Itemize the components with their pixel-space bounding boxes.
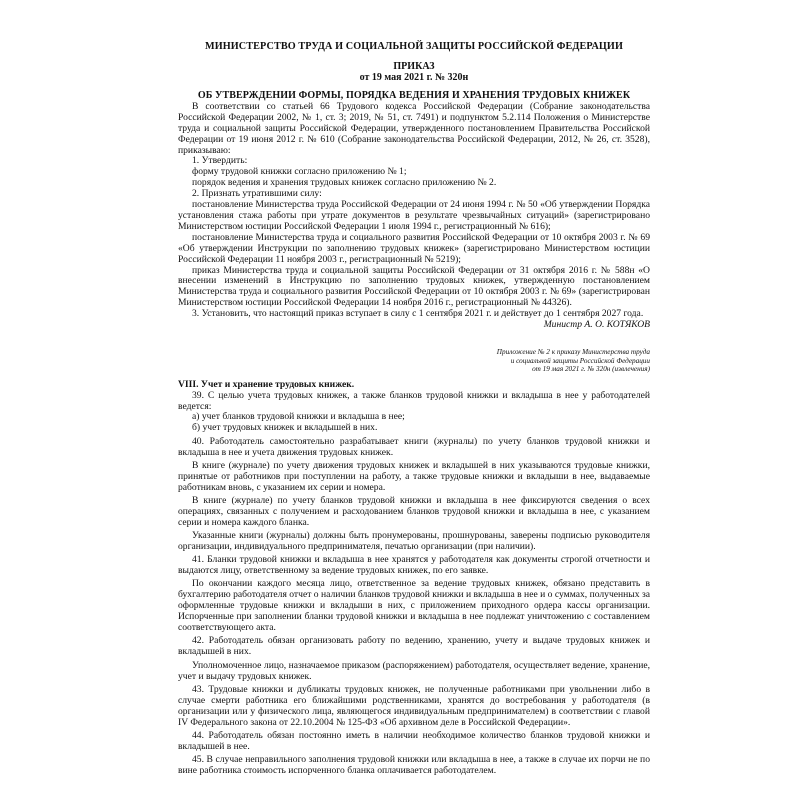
- appendix-note: [178, 348, 650, 374]
- order-item-1: 1. Утвердить:: [192, 155, 248, 167]
- order-preamble: В соответствии со статьей 66 Трудового кодекса Российской Федерации (Собрание законодательства Российской Федерации 2002, № 1, ст. 3; 2019, № 51, ст. 7491) и подпунктом 5.2.114 Положения о Министерстве труда и социальной защиты Российской Федерации, утвержденного постановлением Правительства Российской Федерации от 19 июня 2012 г. № 610 (Собрание законодательства Российской Федерации, 2012, № 26, ст. 3528), приказываю:: [178, 100, 650, 156]
- order-item-1b: порядок ведения и хранения трудовых книжек согласно приложению № 2.: [192, 177, 497, 189]
- minister-signature: Министр А. О. КОТЯКОВ: [543, 319, 650, 331]
- order-item-2a: постановление Министерства труда Российской Федерации от 24 июня 1994 г. № 50 «Об утверждении Порядка установления стажа работы при утрате документов в результате чрезвычайных ситуаций» (зарегистрировано Министерством юстиции Российской Федерации 1 июля 1994 г., регистрационный № 616);: [178, 199, 650, 232]
- paragraph: 40. Работодатель самостоятельно разрабатывает книги (журналы) по учету бланков трудовой книжки и вкладыша в нее и учета движения трудовых книжек.: [178, 435, 650, 458]
- order-heading: ПРИКАЗ: [393, 60, 435, 72]
- ministry-name: МИНИСТЕРСТВО ТРУДА И СОЦИАЛЬНОЙ ЗАЩИТЫ РОССИЙСКОЙ ФЕДЕРАЦИИ: [205, 41, 623, 52]
- order-item-2c: приказ Министерства труда и социальной защиты Российской Федерации от 31 октября 2016 г. № 588н «О внесении изменений в Инструкцию по заполнению трудовых книжек, утвержденную постановлением Министерства труда и социального развития Российской Федерации от 10 октября 2003 г. № 69» (зарегистрирован Министерством юстиции Российской Федерации 14 ноября 2016 г., регистрационный № 44326).: [178, 264, 650, 309]
- paragraph: 44. Работодатель обязан постоянно иметь в наличии необходимое количество бланков трудовой книжки и вкладышей в нее.: [178, 729, 650, 752]
- paragraph: В книге (журнале) по учету движения трудовых книжек и вкладышей в них указываются трудовые книжки, принятые от работников при поступлении на работу, а также трудовые книжки и вкладыши в нее, выдаваемые работникам вновь, с указанием их серии и номера.: [178, 459, 650, 493]
- order-item-2: 2. Признать утратившими силу:: [192, 188, 322, 200]
- paragraph: Указанные книги (журналы) должны быть пронумерованы, прошнурованы, заверены подписью руководителя организации, индивидуального предпринимателя, печатью организации (при наличии).: [178, 530, 650, 552]
- section-title: VIII. Учет и хранение трудовых книжек.: [178, 378, 355, 390]
- appendix-note-line: Приложение № 2 к приказу Министерства труда: [496, 347, 650, 356]
- paragraph: 43. Трудовые книжки и дубликаты трудовых книжек, не полученные работниками при увольнении либо в случае смерти работника его ближайшими родственниками, хранятся до востребования у работодателя (в организации или у физического лица, являющегося индивидуальным предпринимателем) в соответствии с главой IV Федерального закона от 22.10.2004 № 125-ФЗ «Об архивном деле в Российской Федерации».: [178, 683, 650, 728]
- order-date: от 19 мая 2021 г. № 320н: [359, 71, 469, 83]
- paragraph: По окончании каждого месяца лицо, ответственное за ведение трудовых книжек, обязано представить в бухгалтерию работодателя отчет о наличии бланков трудовой книжки и вкладыша в нее и о суммах, полученных за оформленные трудовые книжки и вкладыши в них, с приложением приходного ордера кассы организации. Испорченные при заполнении бланки трудовой книжки и вкладыша в нее подлежат уничтожению с составлением соответствующего акта.: [178, 578, 650, 634]
- order-title: ОБ УТВЕРЖДЕНИИ ФОРМЫ, ПОРЯДКА ВЕДЕНИЯ И ХРАНЕНИЯ ТРУДОВЫХ КНИЖЕК: [197, 89, 631, 101]
- order-item-1a: форму трудовой книжки согласно приложению № 1;: [192, 166, 407, 178]
- paragraph: Уполномоченное лицо, назначаемое приказом (распоряжением) работодателя, осуществляет ведение, хранение, учет и выдачу трудовых книжек.: [178, 659, 650, 682]
- paragraph: 45. В случае неправильного заполнения трудовой книжки или вкладыша в нее, а также в случае их порчи не по вине работника стоимость испорченного бланка оплачивается работодателем.: [178, 754, 650, 776]
- order-item-3: 3. Установить, что настоящий приказ вступает в силу с 1 сентября 2021 г. и действует до 1 сентября 2027 года.: [192, 308, 644, 320]
- paragraph: 39. С целью учета трудовых книжек, а также бланков трудовой книжки и вкладыша в нее у работодателей ведется:: [178, 389, 650, 412]
- paragraph: 42. Работодатель обязан организовать работу по ведению, хранению, учету и выдаче трудовых книжек и вкладышей в них.: [178, 635, 650, 658]
- order-item-2b: постановление Министерства труда и социального развития Российской Федерации от 10 октября 2003 г. № 69 «Об утверждении Инструкции по заполнению трудовых книжек» (зарегистрировано Министерством юстиции Российской Федерации 11 ноября 2003 г., регистрационный № 5219);: [178, 231, 650, 265]
- paragraph: 41. Бланки трудовой книжки и вкладыша в нее хранятся у работодателя как документы строгой отчетности и выдаются лицу, ответственному за ведение трудовых книжек, по его заявке.: [178, 554, 650, 577]
- appendix-note-line: и социальной защиты Российской Федерации: [510, 356, 650, 365]
- paragraph: б) учет трудовых книжек и вкладышей в них.: [192, 422, 378, 434]
- paragraph: В книге (журнале) по учету бланков трудовой книжки и вкладыша в нее фиксируются сведения о всех операциях, связанных с получением и расходованием бланков трудовой книжки и вкладыша в нее, с указанием серии и номера каждого бланка.: [178, 494, 650, 528]
- appendix-note-line: от 19 мая 2021 г. № 320н (извлечения): [532, 365, 650, 374]
- paragraph: а) учет бланков трудовой книжки и вкладыша в нее;: [192, 411, 405, 423]
- order-body: [178, 102, 650, 331]
- section-viii: [178, 380, 650, 777]
